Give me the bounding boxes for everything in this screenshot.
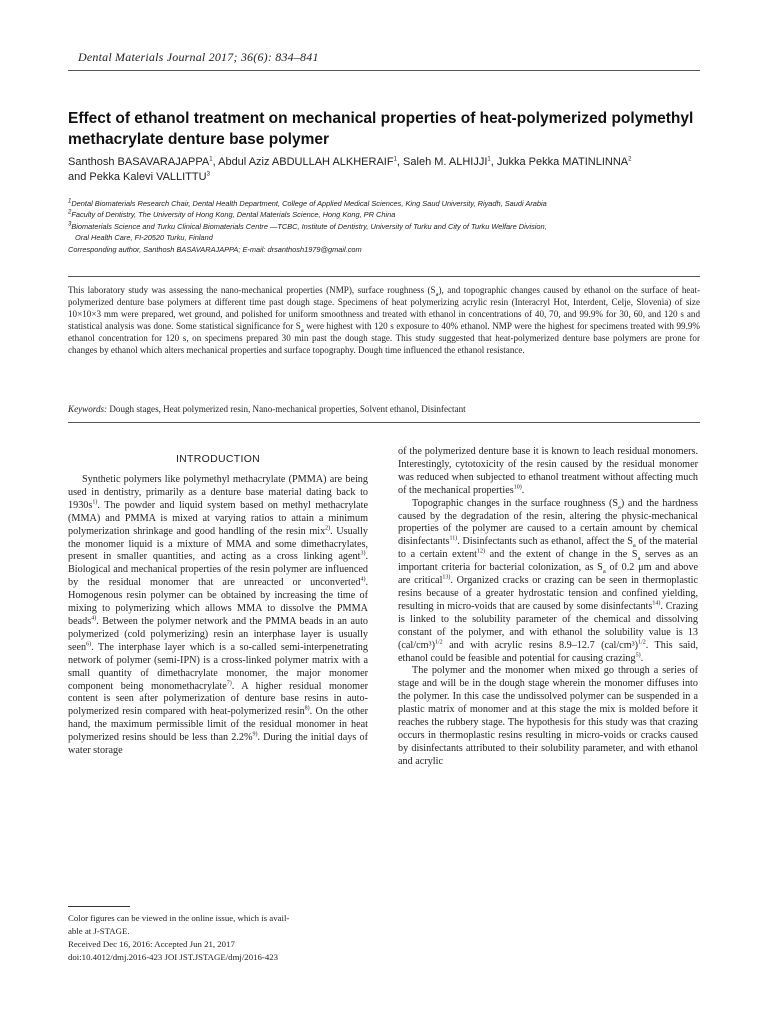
abstract: This laboratory study was assessing the nano-mechanical properties (NMP), surface roughness $(S_a)$, and topographic changes caused by ethanol on the surface of heat-polymerized denture base polymers at different time past dough stage. Specimens of heat polymerizing acrylic resin (Interacryl Hot, Interdent, Celje, Slovenia) of size 10×10×3 mm were prepared, wet ground, and polished for uniform smoothness and treated with ethanol in concentrations of 40, 70, and 99.9% for 30, 60, and 120 s and statistical analysis was done. Some statistical significance for $S_a$ were highest with 120 s exposure to 40% ethanol. NMP were the highest for specimens treated with 99.9% ethanol concentration for 120 s, on specimens prepared 30 min past the dough stage. This study suggested that heat-polymerized denture base polymers are prone for changes by ethanol which alters mechanical properties and surface topography. Dough time influenced the ethanol resistance. [68, 285, 700, 356]
received-accepted-dates: Received Dec 16, 2016: Accepted Jun 21, 2017 [68, 939, 235, 949]
affiliation-1: $^1$Dental Biomaterials Research Chair, Dental Health Department, College of Applied Medical Sciences, King Saud University, Riyadh, Saudi Arabia [68, 198, 547, 208]
author-affil-mark: 3 [206, 171, 210, 178]
affiliation-2: $^2$Faculty of Dentistry, The University of Hong Kong, Dental Materials Science, Hong Kong, PR China [68, 209, 396, 220]
author-name: Santhosh BASAVARAJAPPA [68, 156, 210, 168]
keywords-text: Dough stages, Heat polymerized resin, Nano-mechanical properties, Solvent ethanol, Disinfectant [107, 404, 466, 414]
author-affil-mark: 1 [209, 156, 213, 163]
footnotes [68, 912, 368, 964]
author-affil-mark: 1 [393, 156, 397, 163]
left-column [68, 474, 368, 758]
corresponding-author: Corresponding author, Santhosh BASAVARAJAPPA; E-mail: drsanthosh1979@gmail.com [68, 244, 362, 254]
author-name: Saleh M. ALHIJJI [403, 156, 488, 168]
journal-citation: Dental Materials Journal 2017; 36(6): 834–841 [78, 50, 319, 64]
footnote-line: able at J-STAGE. [68, 926, 130, 936]
keywords [68, 403, 700, 415]
section-heading-introduction: INTRODUCTION [175, 453, 261, 465]
author-name: Jukka Pekka MATINLINNA [496, 156, 629, 168]
abstract-bottom-rule [68, 422, 700, 423]
article-title: Effect of ethanol treatment on mechanical properties of heat-polymerized polymethyl methacrylate denture base polymer [68, 110, 694, 148]
abstract-top-rule [68, 276, 700, 277]
footnote-rule [68, 906, 130, 907]
author-affil-mark: 2 [628, 156, 632, 163]
intro-paragraph-1: Synthetic polymers like polymethyl methacrylate (PMMA) are being used in dentistry, primarily as a denture base material dating back to $1930s^{1)}$. The powder and liquid system based on methyl methacrylate (MMA) and PMMA is mixed at varying ratios to attain a minimum polymerization shrinkage and good handling of the resin mix$^{2)}$. Usually the monomer liquid is a mixture of MMA and some dimethacrylates, present in smaller quantities, and acting as a cross linking agent$^{3)}$. Biological and mechanical properties of the resin polymer are influenced by the residual monomer that are unreacted or unconverted$^{4)}$. Homogenous resin polymer can be obtained by increasing the time of mixing to polymerizing which allows MMA to dissolve the PMMA beads$^{4)}$. Between the polymer network and the PMMA beads in an auto polymerized (cold polymerizing) resin an interphase layer is usually seen$^{6)}$. The interphase layer which is a so-called semi-interpenetrating network of polymer (semi-IPN) is a cross-linked polymer matrix with a small quantity of dimethacrylate monomer, the major monomer component being monomethacrylate$^{7)}$. A higher residual monomer content is seen after polymerization of denture base resins in auto-polymerized resin compared with heat-polymerized resin$^{8)}$. On the other hand, the maximum permissible limit of the residual monomer in heat polymerized resins should be less than 2.2%$^{9)}$. During the initial days of water storage [68, 474, 368, 757]
affiliations [68, 198, 708, 255]
right-column [398, 446, 698, 769]
author-affil-mark: 1 [487, 156, 491, 163]
author-name: Pekka Kalevi VALLITTU [89, 171, 207, 183]
affiliation-3: $^3$Biomaterials Science and Turku Clinical Biomaterials Centre —TCBC, Institute of Dentistry, University of Turku and City of Turku Welfare Division, [68, 221, 547, 231]
intro-paragraph-continued: of the polymerized denture base it is known to leach residual monomers. Interestingly, cytotoxicity of the resin caused by the residual monomer was reduced when subjected to ethanol treatment without affecting much of the mechanical properties$^{10)}$. [398, 446, 698, 496]
doi: doi:10.4012/dmj.2016-423 JOI JST.JSTAGE/dmj/2016-423 [68, 952, 279, 962]
intro-paragraph-2: Topographic changes in the surface roughness $(S_a)$ and the hardness caused by the degradation of the resin, altering the physic-mechanical properties of the polymer are caused to a certain amount by chemical disinfectants$^{11)}$. Disinfectants such as ethanol, affect the $S_a$ of the material to a certain extent$^{12)}$ and the extent of change in the $S_a$ serves as an important criteria for bacterial colonization, as $S_a$ of 0.2 μm and above are critical$^{13)}$. Organized cracks or crazing can be seen in thermoplastic resins because of a greater hydrostatic tension and confined yielding, resulting in micro-voids that are caused by some disinfectants$^{14)}$. Crazing is linked to the solubility parameter of the chemical and dissolving constant of the polymer, and with ethanol the solubility value is 13 $(cal/cm^3)^{1/2}$ and with acrylic resins 8.9–12.7 $(cal/cm^3)^{1/2}$. This said, ethanol could be feasible and potential for causing crazing$^{5)}$. [398, 497, 699, 664]
header-rule [68, 70, 700, 71]
affiliation-3-continued: Oral Health Care, FI-20520 Turku, Finland [75, 233, 213, 243]
intro-paragraph-3: The polymer and the monomer when mixed go through a series of stage and will be in the dough stage wherein the monomer diffuses into the polymer. In this case the undissolved polymer can be suspended in a plastic matrix of monomer and at this stage the mix is molded before it reaches the rubbery stage. The hypothesis for this study was that crazing occurs in thermoplastic resins resulting in micro-voids or cracks caused by disinfectants attributed to their solubility parameter, and with ethanol and acrylic [398, 665, 698, 767]
footnote-line: Color figures can be viewed in the online issue, which is avail- [68, 913, 290, 923]
keywords-label: Keywords: [68, 404, 108, 414]
author-list: Santhosh BASAVARAJAPPA$^1$, Abdul Aziz ABDULLAH ALKHERAIF$^1$, Saleh M. ALHIJJI$^1$, Jukka Pekka MATINLINNA$^2$ and Pekka Kalevi VALLITTU$^3$ [68, 156, 632, 183]
author-name: Abdul Aziz ABDULLAH ALKHERAIF [218, 156, 394, 168]
